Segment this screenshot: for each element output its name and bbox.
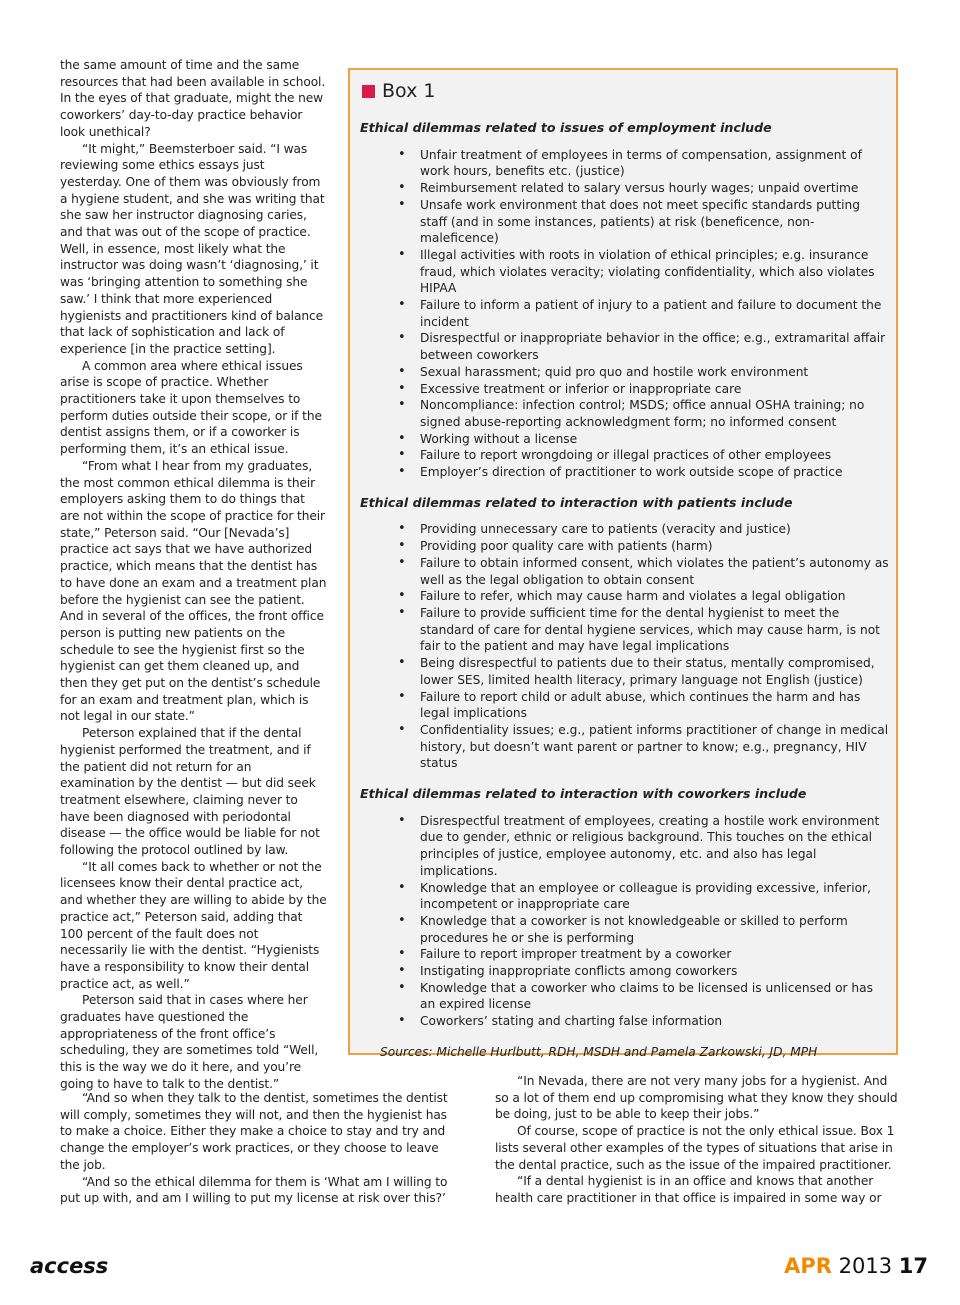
box-bullet-item: • Failure to report wrongdoing or illegal practices of other employees bbox=[420, 447, 890, 464]
box-bullet-item: • Instigating inappropriate conflicts among coworkers bbox=[420, 963, 890, 980]
box-bullet-item: • Illegal activities with roots in violation of ethical principles; e.g. insurance fraud, which violates veracity; violating confidentiality, which also violates HIPAA bbox=[420, 247, 890, 297]
box-bullet-item: • Knowledge that a coworker who claims to be licensed is unlicensed or has an expired license bbox=[420, 980, 890, 1013]
box-bullet-item: • Failure to report improper treatment by a coworker bbox=[420, 946, 890, 963]
box-title-text: Box 1 bbox=[382, 80, 436, 102]
box-sources: Sources: Michelle Hurlbutt, RDH, MSDH and Pamela Zarkowski, JD, MPH bbox=[380, 1044, 818, 1059]
body-paragraph: Peterson said that in cases where her graduates have questioned the appropriateness of the front office’s scheduling, they are sometimes told “Well, this is the way we do it here, and you’re going to have to talk to the dentist.” bbox=[60, 993, 319, 1091]
body-paragraph: “And so the ethical dilemma for them is ‘What am I willing to put up with, and am I willing to put my license at risk over this?’ bbox=[60, 1174, 448, 1206]
box-bullet-item: • Reimbursement related to salary versus hourly wages; unpaid overtime bbox=[420, 180, 890, 197]
box-bullet-item: • Providing unnecessary care to patients (veracity and justice) bbox=[420, 521, 890, 538]
body-paragraph: “In Nevada, there are not very many jobs for a hygienist. And so a lot of them end up compromising what they know they should be doing, just to be able to keep their jobs.” bbox=[495, 1074, 898, 1122]
left-text-column bbox=[60, 57, 328, 1093]
publication-name: access bbox=[30, 1254, 109, 1278]
body-paragraph: Of course, scope of practice is not the only ethical issue. Box 1 lists several other examples of the types of situations that arise in the dental practice, such as the issue of the impaired practitioner. bbox=[495, 1124, 895, 1172]
box-bullet-item: • Sexual harassment; quid pro quo and hostile work environment bbox=[420, 364, 890, 381]
bottom-left-text-column bbox=[60, 1090, 460, 1207]
body-paragraph: “If a dental hygienist is in an office and knows that another health care practitioner in that office is impaired in some way or bbox=[495, 1174, 882, 1205]
box-bullet-item: • Failure to provide sufficient time for the dental hygienist to meet the standard of care for dental hygiene services, which may cause harm, is not fair to the patient and may have legal implications bbox=[420, 605, 890, 655]
box-section-heading: Ethical dilemmas related to interaction with coworkers include bbox=[360, 786, 807, 802]
box-bullet-item: • Excessive treatment or inferior or inappropriate care bbox=[420, 381, 890, 398]
box-bullet-item: • Disrespectful or inappropriate behavior in the office; e.g., extramarital affair between coworkers bbox=[420, 330, 890, 363]
body-paragraph: “From what I hear from my graduates, the most common ethical dilemma is their employers asking them to do things that are not within the scope of practice for their state,” Peterson said. “Our [Nevada’s] practice act says that we have authorized practice, which means that the dentist has to have done an exam and a treatment plan before the hygienist can see the patient. And in several of the offices, the front office person is putting new patients on the schedule to see the hygienist first so the hygienist can get them cleaned up, and then they get put on the dentist’s schedule for an exam and treatment plan, which is not legal in our state.” bbox=[60, 458, 327, 724]
body-paragraph: the same amount of time and the same resources that had been available in school. In the eyes of that graduate, might the new coworkers’ day-to-day practice behavior look unethical? bbox=[60, 58, 326, 139]
box-square-icon bbox=[362, 85, 375, 98]
box-bullet-list bbox=[360, 813, 890, 1030]
box-section-heading: Ethical dilemmas related to interaction with patients include bbox=[360, 494, 793, 510]
box-bullet-item: • Failure to report child or adult abuse, which continues the harm and has legal implications bbox=[420, 689, 890, 722]
box-bullet-list bbox=[360, 147, 890, 481]
box-bullet-list bbox=[360, 521, 890, 772]
box-bullet-item: • Coworkers’ stating and charting false information bbox=[420, 1013, 890, 1030]
body-paragraph: “It might,” Beemsterboer said. “I was reviewing some ethics essays just yesterday. One of them was obviously from a hygiene student, and she was writing that she saw her instructor diagnosing caries, and that was out of the scope of practice. Well, in essence, most likely what the instructor was doing wasn’t ‘diagnosing,’ it was ‘bringing attention to something she saw.’ I think that more experienced hygienists and practitioners kind of balance that lack of sophistication and lack of experience [in the practice setting]. bbox=[60, 141, 325, 356]
box-bullet-item: • Confidentiality issues; e.g., patient informs practitioner of change in medical history, but doesn’t want parent or partner to know; e.g., pregnancy, HIV status bbox=[420, 722, 890, 772]
box-bullet-item: • Failure to obtain informed consent, which violates the patient’s autonomy as well as the legal obligation to obtain consent bbox=[420, 555, 890, 588]
box-bullet-item: • Knowledge that an employee or colleague is providing excessive, inferior, incompetent or inappropriate care bbox=[420, 880, 890, 913]
box-bullet-item: • Failure to inform a patient of injury to a patient and failure to document the incident bbox=[420, 297, 890, 330]
footer-month: APR bbox=[784, 1254, 832, 1278]
footer-year: 2013 bbox=[838, 1254, 893, 1278]
bottom-right-text-column bbox=[495, 1073, 900, 1207]
box-bullet-item: • Unsafe work environment that does not meet specific standards putting staff (and in some instances, patients) at risk (beneficence, non-maleficence) bbox=[420, 197, 890, 247]
box-1-sidebar bbox=[348, 68, 898, 1059]
box-bullet-item: • Being disrespectful to patients due to their status, mentally compromised, lower SES, limited health literacy, primary language not English (justice) bbox=[420, 655, 890, 688]
box-bullet-item: • Unfair treatment of employees in terms of compensation, assignment of work hours, benefits etc. (justice) bbox=[420, 147, 890, 180]
box-bullet-item: • Noncompliance: infection control; MSDS; office annual OSHA training; no signed abuse-reporting acknowledgment form; no informed consent bbox=[420, 397, 890, 430]
box-content bbox=[360, 120, 890, 1061]
box-bullet-item: • Employer’s direction of practitioner to work outside scope of practice bbox=[420, 464, 890, 481]
box-bullet-item: • Disrespectful treatment of employees, creating a hostile work environment due to gender, ethnic or religious background. This touches on the ethical principles of justice, employee autonomy, etc. and also has legal implications. bbox=[420, 813, 890, 880]
box-bullet-item: • Failure to refer, which may cause harm and violates a legal obligation bbox=[420, 588, 890, 605]
box-title bbox=[362, 80, 435, 102]
page-number: 17 bbox=[898, 1254, 928, 1278]
body-paragraph: Peterson explained that if the dental hygienist performed the treatment, and if the patient did not return for an examination by the dentist — but did seek treatment elsewhere, claiming never to have been diagnosed with periodontal disease — the office would be liable for not following the protocol outlined by law. bbox=[60, 726, 320, 858]
body-paragraph: “It all comes back to whether or not the licensees know their dental practice act, and whether they are willing to abide by the practice act,” Peterson said, adding that 100 percent of the fault does not necessarily lie with the dentist. “Hygienists have a responsibility to know their dental practice act, as well.” bbox=[60, 859, 327, 991]
box-bullet-item: • Providing poor quality care with patients (harm) bbox=[420, 538, 890, 555]
body-paragraph: A common area where ethical issues arise is scope of practice. Whether practitioners take it upon themselves to perform duties outside their scope, or if the dentist assigns them, or if a coworker is performing them, it’s an ethical issue. bbox=[60, 358, 322, 457]
box-section-heading: Ethical dilemmas related to issues of employment include bbox=[360, 120, 772, 135]
box-bullet-item: • Knowledge that a coworker is not knowledgeable or skilled to perform procedures he or she is performing bbox=[420, 913, 890, 946]
body-paragraph: “And so when they talk to the dentist, sometimes the dentist will comply, sometimes they will not, and then the hygienist has to make a choice. Either they make a choice to stay and try and change the employer’s work practices, or they choose to leave the job. bbox=[60, 1091, 448, 1172]
box-bullet-item: • Working without a license bbox=[420, 431, 890, 448]
footer-date-page bbox=[784, 1254, 928, 1278]
